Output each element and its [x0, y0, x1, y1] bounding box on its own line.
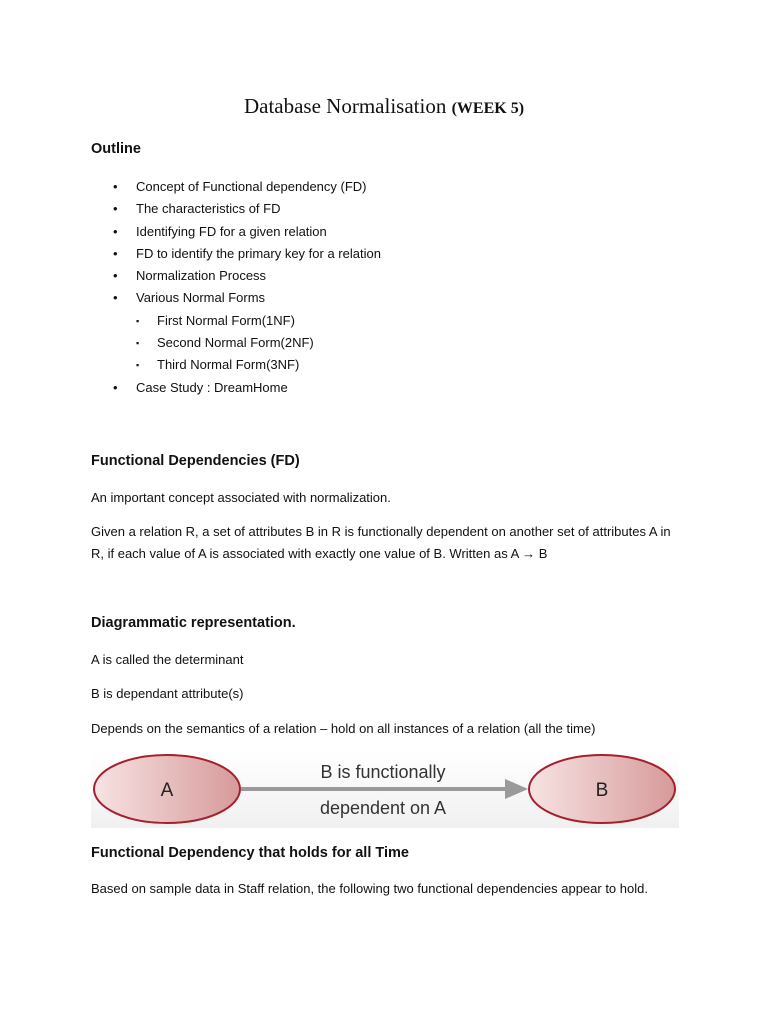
outline-item-text: Third Normal Form(3NF): [157, 357, 300, 373]
diagram-heading: Diagrammatic representation.: [91, 615, 296, 631]
bullet-icon: •: [113, 290, 118, 306]
bullet-icon: •: [113, 179, 118, 194]
page-title: [0, 94, 768, 119]
fd-intro: An important concept associated with normalization.: [91, 490, 391, 505]
outline-item-text: Case Study : DreamHome: [136, 379, 288, 395]
square-bullet-icon: ▪: [136, 315, 140, 326]
outline-item: [91, 265, 381, 287]
outline-subitem: [91, 310, 381, 332]
square-bullet-icon: ▪: [136, 360, 140, 371]
outline-item-text: Concept of Functional dependency (FD): [136, 179, 367, 194]
outline-item: [91, 287, 381, 309]
fd-diagram: [91, 752, 679, 828]
holds-text: Based on sample data in Staff relation, the following two functional dependencies appear to hold.: [91, 881, 648, 896]
outline-list: [91, 176, 381, 399]
title-text: Database Normalisation: [243, 94, 447, 118]
bullet-icon: •: [113, 223, 118, 239]
outline-item: [91, 221, 381, 243]
semantics-text: Depends on the semantics of a relation – hold on all instances of a relation (all the time): [91, 721, 596, 736]
square-bullet-icon: ▪: [136, 338, 140, 349]
fd-definition: Given a relation R, a set of attributes B in R is functionally dependent on another set of attributes A in R, if each value of A is associated with exactly one value of B. Written as A → B: [91, 524, 671, 561]
determinant-text: A is called the determinant: [91, 652, 244, 667]
outline-subitem: [91, 354, 381, 376]
ellipse-a-label: A: [160, 780, 174, 801]
outline-item-text: Normalization Process: [136, 268, 267, 284]
bullet-icon: •: [113, 379, 118, 395]
dependant-text: B is dependant attribute(s): [91, 686, 244, 701]
title-week: (WEEK 5): [451, 100, 525, 117]
fd-diagram-svg: [91, 752, 679, 828]
bullet-icon: •: [113, 268, 118, 284]
outline-heading: Outline: [91, 141, 141, 157]
arrow-text-top: B is functionally: [320, 762, 446, 782]
outline-item: [91, 198, 381, 220]
outline-item: [91, 176, 381, 198]
outline-item-text: First Normal Form(1NF): [157, 312, 295, 328]
arrow-text-bottom: dependent on A: [319, 798, 447, 818]
outline-item-text: Various Normal Forms: [136, 290, 266, 306]
outline-item: [91, 243, 381, 265]
outline-item-text: The characteristics of FD: [136, 201, 281, 217]
outline-item-text: Second Normal Form(2NF): [157, 335, 314, 351]
holds-heading: Functional Dependency that holds for all Time: [91, 845, 409, 861]
outline-item-text: FD to identify the primary key for a relation: [136, 245, 381, 261]
bullet-icon: •: [113, 245, 118, 261]
outline-subitem: [91, 332, 381, 354]
outline-item-text: Identifying FD for a given relation: [136, 223, 327, 239]
bullet-icon: •: [113, 201, 118, 217]
ellipse-b-label: B: [595, 780, 609, 801]
outline-item: [91, 377, 381, 399]
fd-heading: Functional Dependencies (FD): [91, 453, 300, 469]
